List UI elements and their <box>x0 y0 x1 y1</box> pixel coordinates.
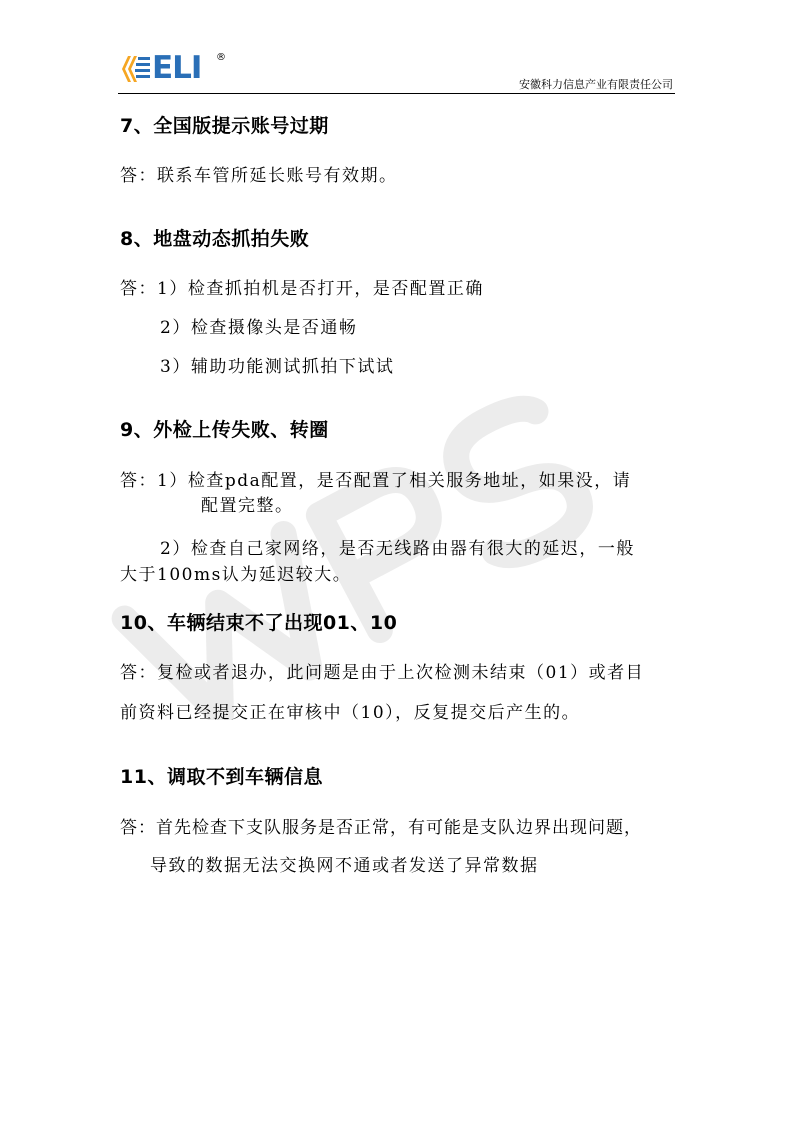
header-divider <box>118 93 675 94</box>
answer-line: 答：1）检查抓拍机是否打开，是否配置正确 <box>120 279 484 299</box>
answer-line: 2）检查摄像头是否通畅 <box>160 318 358 338</box>
answer-line: 3）辅助功能测试抓拍下试试 <box>160 357 395 377</box>
logo-text: ELI <box>152 50 202 86</box>
section-heading-8: 8、地盘动态抓拍失败 <box>120 228 310 250</box>
answer-line: 前资料已经提交正在审核中（10），反复提交后产生的。 <box>120 703 581 723</box>
company-name: 安徽科力信息产业有限责任公司 <box>519 78 673 91</box>
answer-line: 大于100ms认为延迟较大。 <box>120 565 352 585</box>
answer-line: 答：联系车管所延长账号有效期。 <box>120 166 398 186</box>
section-heading-10: 10、车辆结束不了出现01、10 <box>120 612 398 634</box>
answer-line: 导致的数据无法交换网不通或者发送了异常数据 <box>150 856 539 876</box>
answer-line: 答：首先检查下支队服务是否正常，有可能是支队边界出现问题， <box>120 818 642 838</box>
section-heading-7: 7、全国版提示账号过期 <box>120 115 329 137</box>
answer-line: 2）检查自己家网络，是否无线路由器有很大的延迟，一般 <box>160 539 635 559</box>
section-heading-9: 9、外检上传失败、转圈 <box>120 419 329 441</box>
logo-registered-mark: ® <box>216 52 226 63</box>
section-heading-11: 11、调取不到车辆信息 <box>120 766 323 788</box>
answer-line: 配置完整。 <box>201 496 294 516</box>
answer-line: 答：复检或者退办，此问题是由于上次检测未结束（01）或者目 <box>120 663 645 683</box>
answer-line: 答：1）检查pda配置，是否配置了相关服务地址，如果没，请 <box>120 471 632 491</box>
company-logo <box>120 52 230 86</box>
